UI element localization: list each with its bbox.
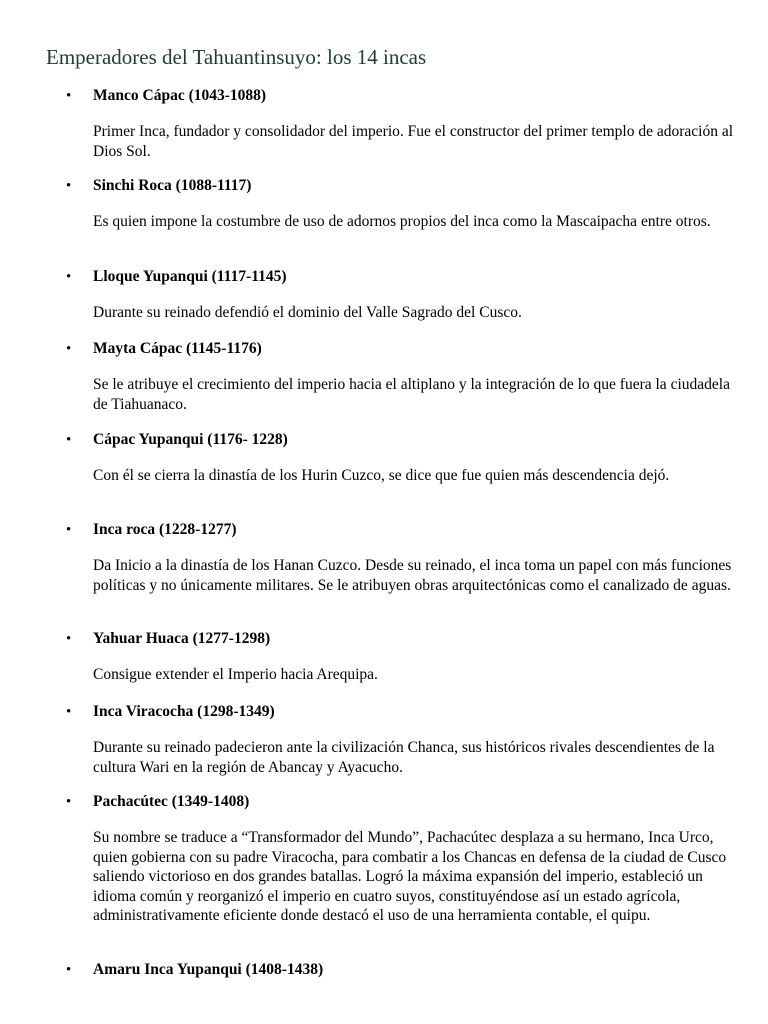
emperor-description: Consigue extender el Imperio hacia Arequipa. xyxy=(93,666,378,683)
bullet-icon: • xyxy=(66,341,72,357)
emperor-name: Amaru Inca Yupanqui (1408-1438) xyxy=(93,961,324,978)
bullet-icon: • xyxy=(66,88,72,104)
emperor-description: Se le atribuye el crecimiento del imperio hacia el altiplano y la integración de lo que fuera la ciudadela de Tiahuanaco. xyxy=(93,376,730,413)
emperor-description: Durante su reinado padecieron ante la civilización Chanca, sus históricos rivales descendientes de la cultura Wari en la región de Abancay y Ayacucho. xyxy=(93,739,715,776)
bullet-icon: • xyxy=(66,269,72,285)
bullet-icon: • xyxy=(66,178,72,194)
emperor-name: Inca roca (1228-1277) xyxy=(93,521,237,538)
emperor-description: Durante su reinado defendió el dominio del Valle Sagrado del Cusco. xyxy=(93,304,522,321)
bullet-icon: • xyxy=(66,631,72,647)
emperor-name: Mayta Cápac (1145-1176) xyxy=(93,340,262,357)
bullet-icon: • xyxy=(66,794,72,810)
emperor-name: Cápac Yupanqui (1176- 1228) xyxy=(93,431,288,448)
bullet-icon: • xyxy=(66,962,72,978)
emperor-name: Lloque Yupanqui (1117-1145) xyxy=(93,268,287,285)
emperor-name: Yahuar Huaca (1277-1298) xyxy=(93,630,271,647)
emperor-name: Pachacútec (1349-1408) xyxy=(93,793,250,810)
emperor-name: Manco Cápac (1043-1088) xyxy=(93,87,267,104)
emperor-name: Inca Viracocha (1298-1349) xyxy=(93,703,275,720)
page-title: Emperadores del Tahuantinsuyo: los 14 incas xyxy=(46,45,427,69)
emperor-description: Primer Inca, fundador y consolidador del imperio. Fue el constructor del primer templo de adoración al Dios Sol. xyxy=(93,123,734,160)
emperor-description: Su nombre se traduce a “Transformador del Mundo”, Pachacútec desplaza a su hermano, Inca Urco, quien gobierna con su padre Viracocha, para combatir a los Chancas en defensa de la ciudad de Cusco saliendo victorioso en dos grandes batallas. Logró la máxima expansión del imperio, estableció un idioma común y reorganizó el imperio en cuatro suyos, constituyéndose así un estado agrícola, administrativamente eficiente donde destacó el uso de una herramienta contable, el quipu. xyxy=(93,829,727,924)
emperor-description: Con él se cierra la dinastía de los Hurin Cuzco, se dice que fue quien más descendencia dejó. xyxy=(93,467,670,484)
bullet-icon: • xyxy=(66,432,72,448)
bullet-icon: • xyxy=(66,522,72,538)
emperor-description: Es quien impone la costumbre de uso de adornos propios del inca como la Mascaipacha entre otros. xyxy=(93,213,711,230)
bullet-icon: • xyxy=(66,704,72,720)
emperor-description: Da Inicio a la dinastía de los Hanan Cuzco. Desde su reinado, el inca toma un papel con más funciones políticas y no únicamente militares. Se le atribuyen obras arquitectónicas como el canalizado de aguas. xyxy=(93,557,732,594)
emperor-name: Sinchi Roca (1088-1117) xyxy=(93,177,252,194)
